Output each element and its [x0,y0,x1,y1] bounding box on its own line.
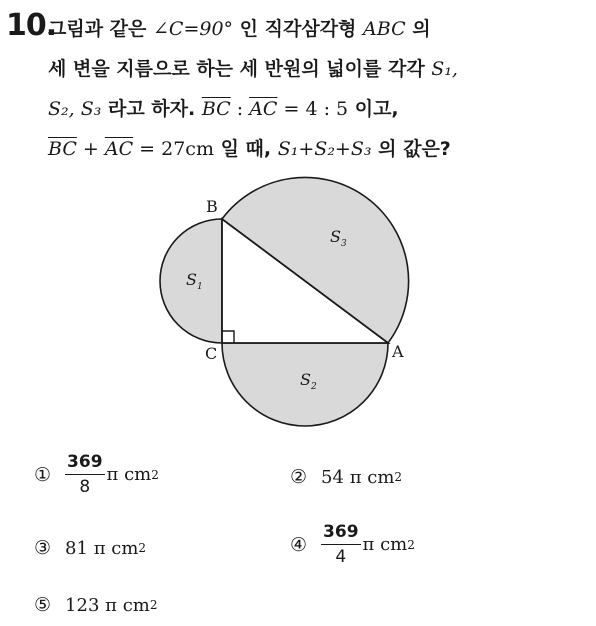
choice-2[interactable]: ② 54 π cm 2 [290,466,403,488]
triangle-name: ABC [363,18,406,40]
vertex-a-label: A [392,342,404,361]
choice-3-unit: π cm [93,537,139,559]
question-number: 10. [6,8,57,43]
choice-1[interactable]: ① $\frac{369}{8}$ π cm 2 [34,452,159,497]
choice-1-unit: π cm [106,464,152,485]
choice-4-unit: π cm [362,534,408,555]
question-line-2: 세 변을 지름으로 하는 세 반원의 넓이를 각각 S₁, [48,58,458,80]
question-line-3: S₂, S₃ 라고 하자. $\overline{BC}$ : $\overline{AC} = 4$ : 5 이고, [48,98,399,120]
choice-2-mark: ② [290,466,308,488]
choice-5-unit: π cm [105,594,150,616]
area-sum-expression: S₁+S₂+S₃ [277,138,372,160]
choice-2-unit: π cm [349,466,395,488]
segment-ac: $\overline{AC}$ [249,98,278,120]
choice-5[interactable]: ⑤ 123 π cm 2 [34,594,158,616]
angle-c-expression: ∠C=90° [153,18,234,40]
choice-4-mark: ④ [290,533,308,556]
segment-bc: $\overline{BC}$ [201,98,231,120]
choice-4[interactable]: ④ $\frac{369}{4}$ π cm 2 [290,522,415,567]
s1-symbol: S₁, [431,58,458,80]
s2-s3-symbols: S₂, S₃ [48,98,102,120]
vertex-c-label: C [205,344,218,363]
choice-2-value: 54 [321,466,344,488]
choice-3-value: 81 [65,537,88,559]
choice-3-mark: ③ [34,537,52,559]
choice-3[interactable]: ③ 81 π cm 2 [34,537,147,559]
segment-ac-sum: $\overline{AC}$ [104,138,134,160]
s3-label: $S_3$ [330,227,347,249]
choice-5-mark: ⑤ [34,594,52,616]
question-line-1: 그림과 같은 ∠C=90° 인 직각삼각형 ABC 의 [48,18,431,40]
s1-label: $S_1$ [186,270,203,292]
s2-label: $S_2$ [300,370,317,392]
sum-length: = 27cm [133,138,214,160]
ratio-value: = 4 : 5 [277,98,349,120]
choice-4-fraction: $\frac{369}{4}$ [323,522,359,567]
vertex-b-label: B [206,197,218,216]
segment-bc-sum: $\overline{BC}$ [48,138,77,160]
choice-1-fraction: $\frac{369}{8}$ [67,452,103,497]
question-line-4: $\overline{BC} + \overline{AC} = 27cm$ 일 때, S₁+S₂+S₃ 의 값은? [48,138,451,160]
choice-1-mark: ① [34,463,52,486]
choice-5-value: 123 [65,594,100,616]
